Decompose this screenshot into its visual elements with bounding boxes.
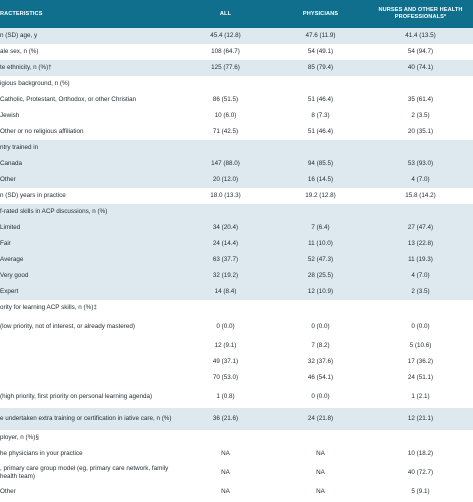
value-physicians-cell: NA (273, 462, 368, 484)
value-all-cell: 86 (51.5) (178, 92, 273, 108)
value-nurses-cell: 17 (36.2) (368, 354, 473, 370)
table-row (0, 408, 473, 430)
row-label-cell: Expert (0, 284, 178, 300)
value-nurses-cell: 35 (61.4) (368, 92, 473, 108)
table-row (0, 354, 473, 370)
value-nurses-cell: 4 (7.0) (368, 172, 473, 188)
value-nurses-cell: 5 (9.1) (368, 484, 473, 500)
header-characteristics: RACTERISTICS (0, 10, 43, 17)
value-all-cell (178, 300, 273, 316)
table-row (0, 172, 473, 188)
table-row (0, 60, 473, 76)
table-row (0, 338, 473, 354)
value-physicians-cell: 0 (0.0) (273, 386, 368, 408)
value-nurses-cell: 5 (10.6) (368, 338, 473, 354)
value-all-cell: 125 (77.6) (178, 60, 273, 76)
table-row (0, 236, 473, 252)
value-physicians-cell: NA (273, 484, 368, 500)
value-all-cell: 14 (8.4) (178, 284, 273, 300)
row-label-cell: Other (0, 484, 178, 500)
value-physicians-cell: 0 (0.0) (273, 316, 368, 338)
table-row (0, 124, 473, 140)
table-row (0, 156, 473, 172)
value-physicians-cell: 54 (49.1) (273, 44, 368, 60)
value-nurses-cell: 40 (72.7) (368, 462, 473, 484)
value-all-cell: 108 (64.7) (178, 44, 273, 60)
row-label-cell: Other (0, 172, 178, 188)
row-label-cell: Very good (0, 268, 178, 284)
value-nurses-cell (368, 76, 473, 92)
value-all-cell: 10 (6.0) (178, 108, 273, 124)
table-row (0, 140, 473, 156)
value-all-cell (178, 430, 273, 446)
value-all-cell: NA (178, 446, 273, 462)
table-row (0, 316, 473, 338)
value-all-cell: 71 (42.5) (178, 124, 273, 140)
value-all-cell: NA (178, 462, 273, 484)
table-row (0, 268, 473, 284)
value-nurses-cell: 2 (3.5) (368, 108, 473, 124)
value-physicians-cell: 52 (47.3) (273, 252, 368, 268)
table-row (0, 188, 473, 204)
value-all-cell: 34 (20.4) (178, 220, 273, 236)
value-physicians-cell: 12 (10.9) (273, 284, 368, 300)
row-label-cell: f-rated skills in ACP discussions, n (%) (0, 204, 178, 220)
value-nurses-cell: 11 (19.3) (368, 252, 473, 268)
value-physicians-cell (273, 76, 368, 92)
value-nurses-cell (368, 204, 473, 220)
table-row (0, 76, 473, 92)
row-label-cell (0, 354, 178, 370)
row-label-cell: e undertaken extra training or certification in iative care, n (%) (0, 408, 178, 430)
value-nurses-cell: 20 (35.1) (368, 124, 473, 140)
row-label-cell: Fair (0, 236, 178, 252)
row-label-cell: (high priority, first priority on personal learning agenda) (0, 386, 178, 408)
row-label-cell: (low priority, not of interest, or already mastered) (0, 316, 178, 338)
value-physicians-cell: 16 (14.5) (273, 172, 368, 188)
value-nurses-cell: 10 (18.2) (368, 446, 473, 462)
header-nurses-other: NURSES AND OTHER HEALTH PROFESSIONALS* (378, 7, 463, 20)
value-physicians-cell (273, 300, 368, 316)
table-row (0, 386, 473, 408)
row-label-cell: Average (0, 252, 178, 268)
row-label-cell: ority for learning ACP skills, n (%)‡ (0, 300, 178, 316)
value-nurses-cell: 40 (74.1) (368, 60, 473, 76)
value-all-cell: 20 (12.0) (178, 172, 273, 188)
value-physicians-cell: 51 (46.4) (273, 124, 368, 140)
table-row (0, 446, 473, 462)
row-label-cell: te ethnicity, n (%)† (0, 60, 178, 76)
value-physicians-cell: 85 (79.4) (273, 60, 368, 76)
value-nurses-cell: 2 (3.5) (368, 284, 473, 300)
value-nurses-cell: 15.8 (14.2) (368, 188, 473, 204)
table-row (0, 252, 473, 268)
value-all-cell: 18.0 (13.3) (178, 188, 273, 204)
value-physicians-cell: 51 (46.4) (273, 92, 368, 108)
table-row (0, 370, 473, 386)
value-physicians-cell: 28 (25.5) (273, 268, 368, 284)
row-label-cell: he physicians in your practice (0, 446, 178, 462)
value-nurses-cell: 24 (51.1) (368, 370, 473, 386)
value-nurses-cell (368, 430, 473, 446)
table-row (0, 300, 473, 316)
value-all-cell: 63 (37.7) (178, 252, 273, 268)
value-physicians-cell: 94 (85.5) (273, 156, 368, 172)
value-all-cell: 70 (53.0) (178, 370, 273, 386)
row-label-cell (0, 338, 178, 354)
table-row (0, 44, 473, 60)
row-label-cell: Limited (0, 220, 178, 236)
value-physicians-cell (273, 430, 368, 446)
value-all-cell: 12 (9.1) (178, 338, 273, 354)
row-label-cell: n (SD) age, y (0, 28, 178, 44)
table-header-row (0, 0, 473, 28)
row-label-cell: igious background, n (%) (0, 76, 178, 92)
value-physicians-cell: 19.2 (12.8) (273, 188, 368, 204)
value-physicians-cell (273, 140, 368, 156)
value-all-cell: 36 (21.6) (178, 408, 273, 430)
header-physicians: PHYSICIANS (302, 10, 339, 17)
value-all-cell (178, 76, 273, 92)
value-physicians-cell: 8 (7.3) (273, 108, 368, 124)
value-nurses-cell: 0 (0.0) (368, 316, 473, 338)
table-row (0, 92, 473, 108)
value-nurses-cell: 41.4 (13.5) (368, 28, 473, 44)
value-all-cell (178, 140, 273, 156)
value-all-cell: 32 (19.2) (178, 268, 273, 284)
row-label-cell (0, 370, 178, 386)
value-all-cell (178, 204, 273, 220)
value-nurses-cell: 53 (93.0) (368, 156, 473, 172)
value-nurses-cell: 4 (7.0) (368, 268, 473, 284)
table-row (0, 462, 473, 484)
row-label-cell: n (SD) years in practice (0, 188, 178, 204)
table-row (0, 108, 473, 124)
value-nurses-cell: 54 (94.7) (368, 44, 473, 60)
value-physicians-cell: 7 (6.4) (273, 220, 368, 236)
value-physicians-cell: 47.6 (11.9) (273, 28, 368, 44)
value-physicians-cell: NA (273, 446, 368, 462)
value-nurses-cell (368, 140, 473, 156)
value-nurses-cell: 13 (22.8) (368, 236, 473, 252)
value-physicians-cell: 11 (10.0) (273, 236, 368, 252)
row-label-cell: ployer, n (%)§ (0, 430, 178, 446)
value-physicians-cell: 24 (21.8) (273, 408, 368, 430)
row-label-cell: ale sex, n (%) (0, 44, 178, 60)
row-label-cell: ntry trained in (0, 140, 178, 156)
table-row (0, 28, 473, 44)
value-all-cell: 147 (88.0) (178, 156, 273, 172)
value-physicians-cell: 32 (37.6) (273, 354, 368, 370)
value-all-cell: 45.4 (12.8) (178, 28, 273, 44)
value-nurses-cell: 12 (21.1) (368, 408, 473, 430)
value-all-cell: 49 (37.1) (178, 354, 273, 370)
value-physicians-cell: 46 (54.1) (273, 370, 368, 386)
value-physicians-cell (273, 204, 368, 220)
table-row (0, 284, 473, 300)
row-label-cell: Canada (0, 156, 178, 172)
header-all: ALL (219, 10, 232, 17)
value-all-cell: 24 (14.4) (178, 236, 273, 252)
row-label-cell: Other or no religious affiliation (0, 124, 178, 140)
row-label-cell: , primary care group model (eg, primary care network, family health team) (0, 462, 178, 484)
table-row (0, 430, 473, 446)
value-nurses-cell: 1 (2.1) (368, 386, 473, 408)
row-label-cell: Catholic, Protestant, Orthodox, or other Christian (0, 92, 178, 108)
table-row (0, 220, 473, 236)
value-physicians-cell: 7 (8.2) (273, 338, 368, 354)
value-nurses-cell: 27 (47.4) (368, 220, 473, 236)
table-row (0, 484, 473, 500)
row-label-cell: Jewish (0, 108, 178, 124)
value-all-cell: 0 (0.0) (178, 316, 273, 338)
value-all-cell: 1 (0.8) (178, 386, 273, 408)
value-all-cell: NA (178, 484, 273, 500)
table-row (0, 204, 473, 220)
value-nurses-cell (368, 300, 473, 316)
table-body (0, 28, 473, 500)
